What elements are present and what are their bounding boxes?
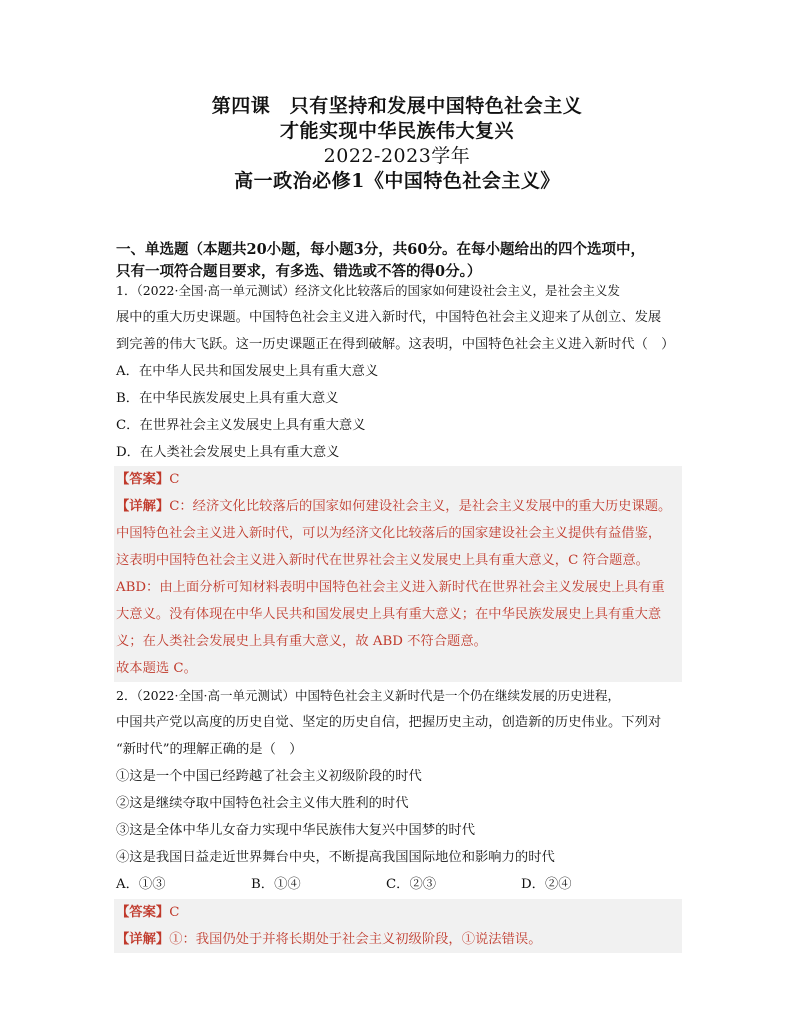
answer-value: C [169, 905, 180, 920]
detail-line: 中国特色社会主义进入新时代，可以为经济文化比较落后的国家建设社会主义提供有益借鉴， [116, 526, 662, 541]
title-line-1: 第四课 只有坚持和发展中国特色社会主义 [211, 95, 583, 117]
detail-tag: 【详解】 [116, 932, 170, 947]
detail-line: 义；在人类社会发展史上具有重大意义，故 ABD 不符合题意。 [116, 634, 487, 649]
title-line-2: 才能实现中华民族伟大复兴 [279, 120, 514, 142]
statement-2: ②这是继续夺取中国特色社会主义伟大胜利的时代 [116, 796, 409, 811]
question-stem-line: 2．（2022·全国·高一单元测试）中国特色社会主义新时代是一个仍在继续发展的历史进程， [116, 688, 620, 703]
document-title [0, 94, 794, 194]
detail-text: C：经济文化比较落后的国家如何建设社会主义，是社会主义发展中的重大历史课题。 [169, 499, 672, 514]
detail-line: 这表明中国特色社会主义进入新时代在世界社会主义发展史上具有重大意义，C 符合题意。 [116, 553, 649, 568]
question-2 [116, 682, 688, 953]
detail-text: ①：我国仍处于并将长期处于社会主义初级阶段，①说法错误。 [169, 932, 542, 947]
answer-line [116, 899, 682, 926]
detail-tag: 【详解】 [116, 499, 170, 514]
option-b: B．在中华民族发展史上具有重大意义 [116, 391, 339, 406]
detail-line [116, 493, 682, 520]
answer-tag: 【答案】 [116, 472, 170, 487]
answer-value: C [169, 472, 180, 487]
title-line-course: 高一政治必修1《中国特色社会主义》 [234, 170, 560, 192]
answer-block [114, 899, 682, 953]
answer-block [114, 466, 682, 682]
statement-3: ③这是全体中华儿女奋力实现中华民族伟大复兴中国梦的时代 [116, 823, 476, 838]
option-b: B．①④ [251, 877, 301, 892]
option-c: C．在世界社会主义发展史上具有重大意义 [116, 418, 366, 433]
question-stem-line: 展中的重大历史课题。中国特色社会主义进入新时代，中国特色社会主义迎来了从创立、发展 [116, 310, 662, 325]
section-heading-line-2: 只有一项符合题目要求，有多选、错选或不答的得0分。） [116, 263, 482, 280]
option-d: D．在人类社会发展史上具有重大意义 [116, 445, 340, 460]
question-stem-line: 到完善的伟大飞跃。这一历史课题正在得到破解。这表明，中国特色社会主义进入新时代（ ） [116, 337, 675, 352]
detail-line: 故本题选 C。 [116, 661, 197, 676]
question-1 [116, 277, 688, 682]
question-list [116, 277, 688, 953]
option-c: C．②③ [386, 877, 437, 892]
question-stem-line: 中国共产党以高度的历史自觉、坚定的历史自信，把握历史主动，创造新的历史伟业。下列对 [116, 715, 662, 730]
answer-tag: 【答案】 [116, 905, 170, 920]
section-heading-line-1: 一、单选题（本题共20小题，每小题3分，共60分。在每小题给出的四个选项中， [116, 241, 645, 258]
option-a: A．①③ [116, 877, 166, 892]
answer-line [116, 466, 682, 493]
statement-1: ①这是一个中国已经跨越了社会主义初级阶段的时代 [116, 769, 422, 784]
detail-line: ABD：由上面分析可知材料表明中国特色社会主义进入新时代在世界社会主义发展史上具有重 [116, 580, 665, 595]
detail-line: 大意义。没有体现在中华人民共和国发展史上具有重大意义；在中华民族发展史上具有重大意 [116, 607, 662, 622]
question-stem-line: “新时代”的理解正确的是（ ） [116, 742, 303, 757]
option-a: A．在中华人民共和国发展史上具有重大意义 [116, 364, 379, 379]
question-stem-line: 1．（2022·全国·高一单元测试）经济文化比较落后的国家如何建设社会主义，是社会主义发 [116, 283, 620, 298]
statement-4: ④这是我国日益走近世界舞台中央，不断提高我国国际地位和影响力的时代 [116, 850, 555, 865]
options-row [116, 871, 688, 899]
title-line-year: 2022-2023学年 [323, 145, 471, 167]
detail-line [116, 926, 682, 953]
option-d: D．②④ [521, 877, 572, 892]
